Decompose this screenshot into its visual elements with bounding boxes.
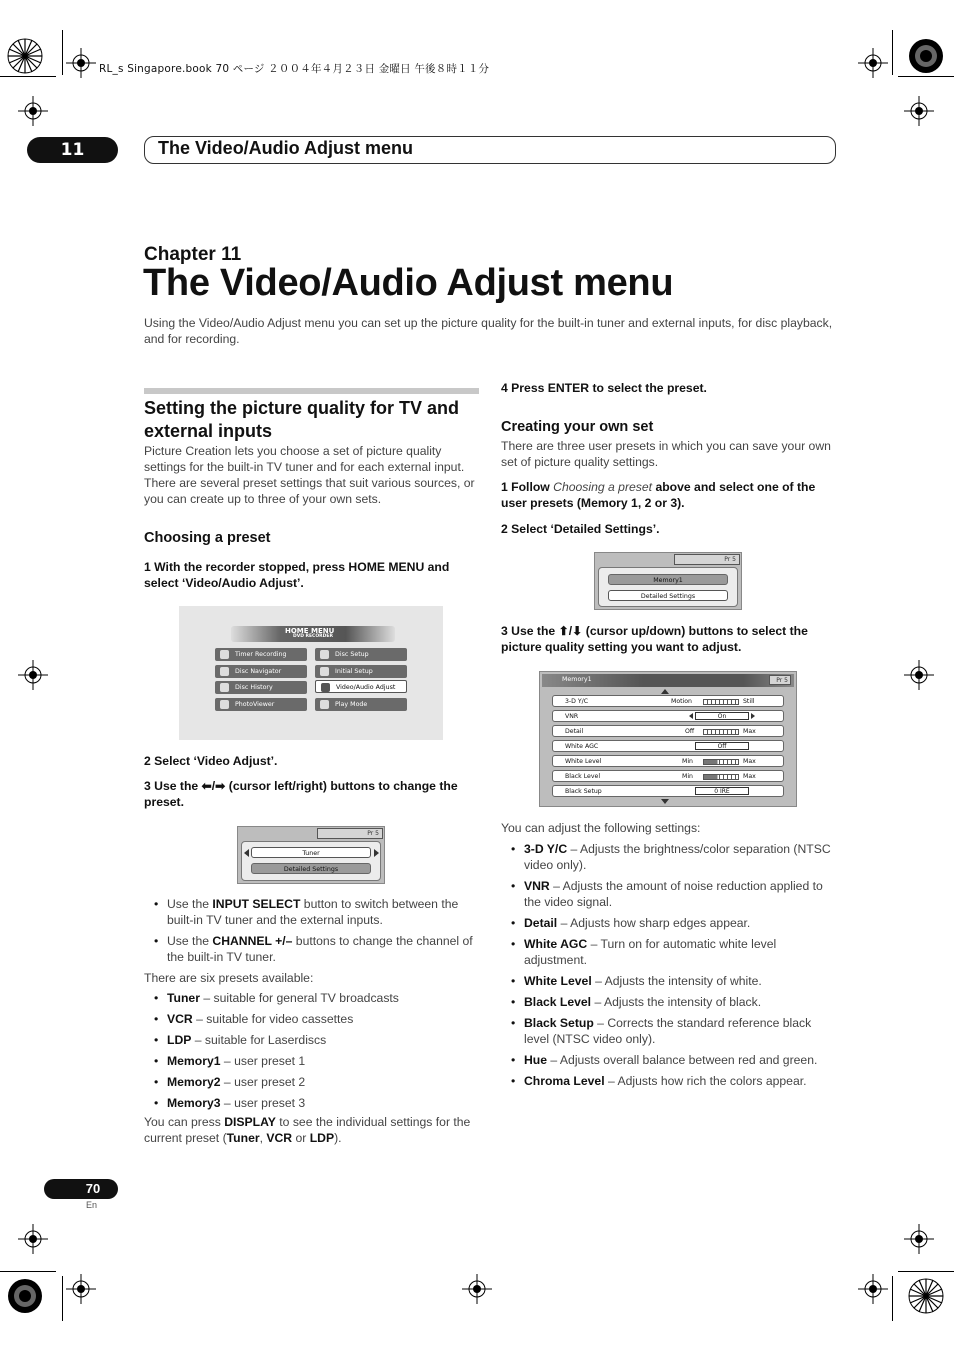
list-item: • Tuner – suitable for general TV broadcasts	[144, 990, 478, 1006]
setting-slider[interactable]	[703, 774, 739, 780]
registration-mark	[906, 1276, 946, 1316]
menu-item-disc-setup[interactable]: Disc Setup	[315, 648, 407, 661]
subheading-creating-own-set: Creating your own set	[501, 419, 654, 435]
crop-line	[898, 1271, 954, 1272]
list-item: • Chroma Level – Adjusts how rich the colors appear.	[501, 1073, 839, 1089]
scroll-up-icon	[661, 689, 669, 694]
chapter-intro: Using the Video/Audio Adjust menu you can set up the picture quality for the built-in tuner and external inputs, for disc playback, and for recording.	[144, 316, 833, 346]
crosshair-mark	[462, 1274, 492, 1304]
home-menu-screenshot	[179, 606, 443, 740]
crosshair-mark	[904, 1224, 934, 1254]
crop-line	[0, 76, 56, 77]
menu-item-photoviewer[interactable]: PhotoViewer	[215, 698, 307, 711]
menu-item-initial-setup[interactable]: Initial Setup	[315, 665, 407, 678]
step-3: 3 Use the ⬅/➡ (cursor left/right) buttons to change the preset.	[144, 779, 458, 809]
disc-navigator-icon	[220, 667, 229, 676]
right-arrow-icon	[751, 713, 755, 719]
setting-row-vnr[interactable]: VNR On	[552, 710, 784, 722]
program-indicator: Pr 5	[674, 554, 740, 565]
list-item: • White AGC – Turn on for automatic white level adjustment.	[501, 936, 839, 968]
crosshair-mark	[18, 96, 48, 126]
crop-line	[62, 1276, 63, 1321]
section-divider	[144, 388, 479, 394]
preset-selector[interactable]: Tuner	[251, 847, 371, 858]
step-2: 2 Select ‘Video Adjust’.	[144, 754, 278, 768]
list-item: • White Level – Adjusts the intensity of white.	[501, 973, 839, 989]
crosshair-mark	[904, 660, 934, 690]
crosshair-mark	[66, 1274, 96, 1304]
home-menu-subtitle: DVD RECORDER	[293, 634, 333, 639]
language-code: En	[86, 1200, 98, 1210]
crop-line	[0, 1271, 56, 1272]
preset-selector[interactable]: Memory1	[608, 574, 728, 585]
video-adjust-icon	[321, 683, 330, 692]
list-item: • 3-D Y/C – Adjusts the brightness/color separation (NTSC video only).	[501, 841, 839, 873]
program-indicator: Pr 5	[769, 675, 791, 685]
setting-slider[interactable]	[703, 699, 739, 705]
display-note: You can press DISPLAY to see the individual settings for the current preset (Tuner, VCR or LDP).	[144, 1115, 471, 1145]
crop-line	[892, 1276, 893, 1321]
tuner-preset-panel	[237, 826, 385, 884]
preset-list	[144, 990, 478, 1116]
list-item: • Memory1 – user preset 1	[144, 1053, 478, 1069]
registration-mark	[5, 1276, 45, 1316]
list-item: • Use the CHANNEL +/– buttons to change the channel of the built-in TV tuner.	[144, 933, 480, 965]
setting-slider[interactable]	[703, 759, 739, 765]
crop-line	[62, 30, 63, 75]
list-item: • Detail – Adjusts how sharp edges appear.	[501, 915, 839, 931]
disc-history-icon	[220, 683, 229, 692]
file-info: RL_s Singapore.book 70 ページ ２００４年４月２３日 金曜日 午後８時１１分	[99, 63, 490, 75]
left-arrow-icon	[689, 713, 693, 719]
list-item: • VNR – Adjusts the amount of noise reduction applied to the video signal.	[501, 878, 839, 910]
list-item: • Memory3 – user preset 3	[144, 1095, 478, 1111]
menu-item-timer-recording[interactable]: Timer Recording	[215, 648, 307, 661]
registration-mark	[906, 36, 946, 76]
program-indicator: Pr 5	[317, 828, 383, 839]
settings-icon	[320, 667, 329, 676]
create-step-2: 2 Select ‘Detailed Settings’.	[501, 522, 660, 536]
list-item: • Hue – Adjusts overall balance between red and green.	[501, 1052, 839, 1068]
menu-item-disc-navigator[interactable]: Disc Navigator	[215, 665, 307, 678]
home-menu-title-bar	[231, 626, 395, 642]
create-step-1: 1 Follow Choosing a preset above and select one of the user presets (Memory 1, 2 or 3).	[501, 480, 816, 510]
registration-mark	[5, 36, 45, 76]
section-body: Picture Creation lets you choose a set of picture quality settings for the built-in TV tuner and for each external input. There are several preset settings that suit various sources, or you can create up to three of your own sets.	[144, 444, 475, 506]
photo-icon	[220, 700, 229, 709]
settings-panel-title: Memory1	[562, 676, 592, 683]
create-step-3: 3 Use the ⬆/⬇ (cursor up/down) buttons to select the picture quality setting you want to adjust.	[501, 624, 808, 654]
list-item: • LDP – suitable for Laserdiscs	[144, 1032, 478, 1048]
setting-row-black-level[interactable]: Black Level Min Max	[552, 770, 784, 782]
subheading-choosing-preset: Choosing a preset	[144, 530, 271, 546]
setting-row-3d-yc[interactable]: 3-D Y/C Motion Still	[552, 695, 784, 707]
crosshair-mark	[858, 1274, 888, 1304]
setting-row-black-setup[interactable]: Black Setup 0 IRE	[552, 785, 784, 797]
setting-slider[interactable]	[703, 729, 739, 735]
list-item: • Use the INPUT SELECT button to switch between the built-in TV tuner and the external inputs.	[144, 896, 480, 928]
menu-item-video-audio-adjust[interactable]: Video/Audio Adjust	[315, 680, 407, 693]
six-presets-text: There are six presets available:	[144, 971, 314, 985]
settings-panel-header	[542, 674, 794, 687]
chapter-label: Chapter 11	[144, 244, 242, 265]
header-title: The Video/Audio Adjust menu	[158, 138, 414, 158]
list-item: • Black Level – Adjusts the intensity of black.	[501, 994, 839, 1010]
crosshair-mark	[18, 1224, 48, 1254]
left-arrow-icon	[244, 849, 249, 857]
menu-item-disc-history[interactable]: Disc History	[215, 681, 307, 694]
setting-row-white-level[interactable]: White Level Min Max	[552, 755, 784, 767]
scroll-down-icon	[661, 799, 669, 804]
right-arrow-icon	[374, 849, 379, 857]
step-1: 1 With the recorder stopped, press HOME MENU and select ‘Video/Audio Adjust’.	[144, 560, 450, 590]
timer-icon	[220, 650, 229, 659]
detailed-settings-button[interactable]: Detailed Settings	[251, 863, 371, 874]
page-title: The Video/Audio Adjust menu	[143, 262, 674, 304]
list-item: • VCR – suitable for video cassettes	[144, 1011, 478, 1027]
page-number: 70	[44, 1179, 118, 1199]
chapter-number-badge: 11	[27, 137, 118, 163]
setting-row-detail[interactable]: Detail Off Max	[552, 725, 784, 737]
disc-setup-icon	[320, 650, 329, 659]
detailed-settings-button[interactable]: Detailed Settings	[608, 590, 728, 601]
crop-line	[892, 30, 893, 75]
creating-own-set-body: There are three user presets in which you can save your own set of picture quality settings.	[501, 439, 831, 469]
crosshair-mark	[66, 48, 96, 78]
crosshair-mark	[18, 660, 48, 690]
play-mode-icon	[320, 700, 329, 709]
detailed-settings-panel	[539, 671, 797, 807]
crosshair-mark	[858, 48, 888, 78]
step-4: 4 Press ENTER to select the preset.	[501, 381, 707, 395]
list-item: • Memory2 – user preset 2	[144, 1074, 478, 1090]
crosshair-mark	[904, 96, 934, 126]
setting-row-white-agc[interactable]: White AGC Off	[552, 740, 784, 752]
list-item: • Black Setup – Corrects the standard reference black level (NTSC video only).	[501, 1015, 839, 1047]
menu-item-play-mode[interactable]: Play Mode	[315, 698, 407, 711]
adjust-intro: You can adjust the following settings:	[501, 821, 701, 835]
settings-list	[501, 841, 839, 1094]
preset-controls-list	[144, 896, 480, 970]
memory-preset-panel	[594, 552, 742, 610]
crop-line	[898, 76, 954, 77]
section-title: Setting the picture quality for TV and external inputs	[144, 398, 460, 441]
home-menu-title: HOME MENU	[285, 627, 335, 635]
